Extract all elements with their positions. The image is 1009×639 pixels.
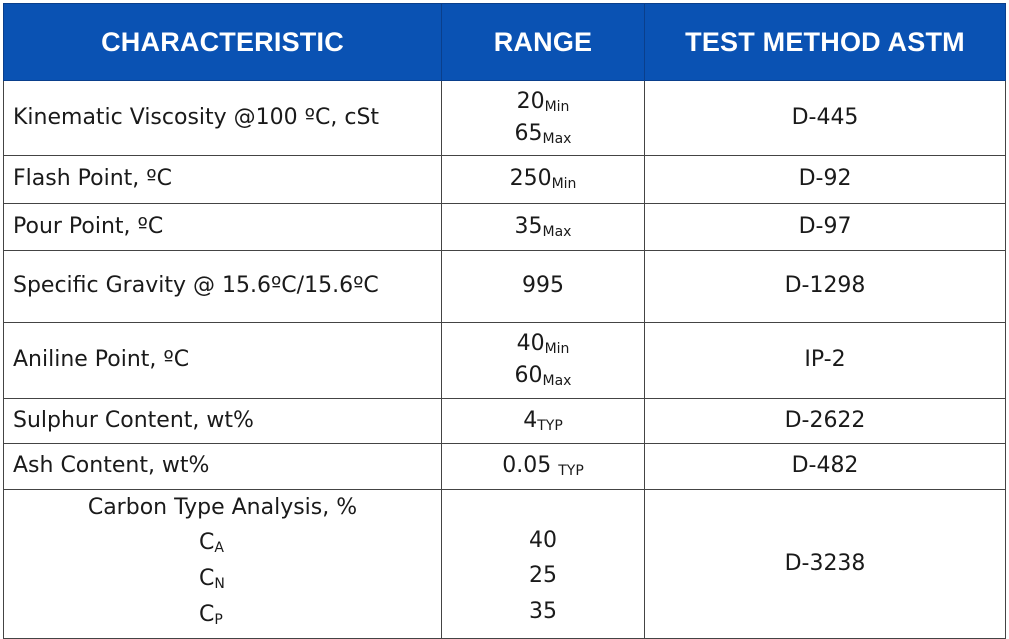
range-value: 25 — [529, 563, 557, 589]
table-row — [4, 204, 1006, 251]
range-qualifier: Max — [542, 130, 572, 147]
method-cell: D-482 — [645, 444, 1006, 490]
table-row — [4, 444, 1006, 490]
header-characteristic: CHARACTERISTIC — [4, 4, 442, 81]
range-qualifier: Max — [542, 373, 572, 389]
method-cell: D-3238 — [645, 490, 1006, 639]
range-qualifier: Min — [544, 341, 570, 358]
table-row — [4, 81, 1006, 156]
range-cell — [442, 323, 645, 399]
range-value: $60_{Max}$ — [514, 363, 572, 389]
range-cell: $35_{Max}$ — [442, 204, 645, 251]
table-row-carbon-analysis — [4, 490, 1006, 639]
header-row — [4, 4, 1006, 81]
characteristic-cell: Pour Point, ºC — [4, 204, 442, 251]
range-cell — [442, 490, 645, 639]
carbon-analysis-title: Carbon Type Analysis, % — [87, 494, 358, 520]
method-cell: D-97 — [645, 204, 1006, 251]
carbon-symbol: $C_N$ — [199, 565, 225, 592]
method-cell: D-445 — [645, 81, 1006, 156]
range-qualifier: Max — [542, 223, 572, 240]
range-cell: $250_{Min}$ — [442, 156, 645, 204]
characteristic-cell: Kinematic Viscosity @100 ºC, cSt — [4, 81, 442, 156]
range-qualifier: Min — [544, 98, 570, 115]
table-row — [4, 323, 1006, 399]
range-qualifier: TYP — [558, 463, 584, 480]
range-value: $40_{Min}$ — [516, 331, 570, 358]
characteristic-cell: Aniline Point, ºC — [4, 323, 442, 399]
range-cell — [442, 81, 645, 156]
header-test-method: TEST METHOD ASTM — [645, 4, 1006, 81]
range-cell: 995 — [442, 251, 645, 323]
carbon-symbol: $C_A$ — [199, 530, 224, 556]
range-value: $20_{Min}$ — [516, 88, 570, 115]
characteristic-cell — [4, 490, 442, 639]
characteristic-cell: Sulphur Content, wt% — [4, 399, 442, 444]
range-value: 35 — [529, 598, 557, 624]
method-cell: D-2622 — [645, 399, 1006, 444]
carbon-symbol: $C_P$ — [199, 601, 223, 628]
range-cell: $4_{TYP}$ — [442, 399, 645, 444]
characteristic-cell: Specific Gravity @ 15.6ºC/15.6ºC — [4, 251, 442, 323]
characteristic-cell: Flash Point, ºC — [4, 156, 442, 204]
table-row — [4, 156, 1006, 204]
range-cell: 0.05 $_{TYP}$ — [442, 444, 645, 490]
table-row — [4, 399, 1006, 444]
specification-table — [3, 3, 1006, 639]
table-row — [4, 251, 1006, 323]
range-qualifier: TYP — [537, 417, 563, 434]
method-cell: D-1298 — [645, 251, 1006, 323]
header-range: RANGE — [442, 4, 645, 81]
characteristic-cell: Ash Content, wt% — [4, 444, 442, 490]
range-value: 40 — [529, 527, 557, 553]
method-cell: D-92 — [645, 156, 1006, 204]
range-qualifier: Min — [551, 176, 577, 193]
range-value: $65_{Max}$ — [514, 120, 572, 147]
method-cell: IP-2 — [645, 323, 1006, 399]
